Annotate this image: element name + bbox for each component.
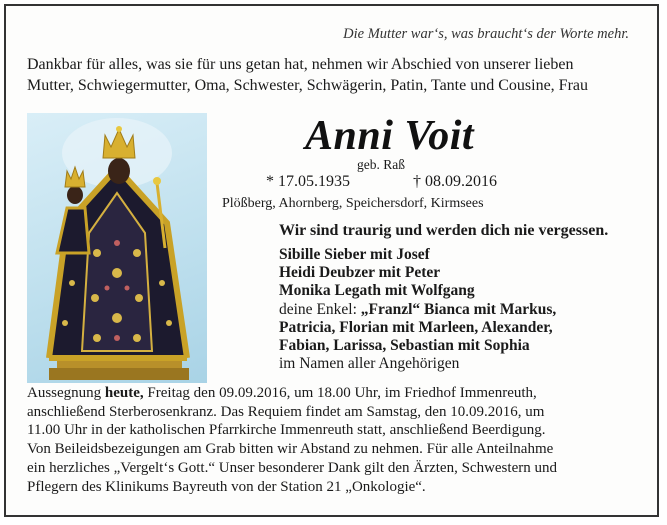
motto-quote: Die Mutter war‘s, was braucht‘s der Worte mehr.	[343, 26, 629, 42]
maiden-name: geb. Raß	[357, 157, 405, 172]
grandchildren-line	[279, 301, 556, 319]
family-closing: im Namen aller Angehörigen	[279, 355, 460, 373]
service-line: Von Beileidsbezeigungen am Grab bitten wir Abstand zu nehmen. Für alle Anteilnahme	[27, 441, 554, 458]
intro-line: Dankbar für alles, was sie für uns getan hat, nehmen wir Abschied von unserer lieben	[27, 56, 574, 73]
grandchildren-label: deine Enkel:	[279, 300, 361, 318]
service-prefix: Aussegnung	[27, 385, 105, 401]
places-of-residence: Plößberg, Ahornberg, Speichersdorf, Kirmsees	[222, 196, 484, 211]
family-member: Sibille Sieber mit Josef	[279, 246, 430, 263]
family-list	[279, 246, 556, 373]
birth-date: * 17.05.1935	[266, 173, 350, 190]
funeral-service-details	[27, 384, 647, 496]
family-member: Heidi Deubzer mit Peter	[279, 264, 441, 282]
service-line: ein herzliches „Vergelt‘s Gott.“ Unser besonderer Dank gilt den Ärzten, Schwestern und	[27, 459, 557, 476]
deceased-name: Anni Voit	[305, 113, 475, 159]
intro-line: Mutter, Schwiegermutter, Oma, Schwester, Schwägerin, Patin, Tante und Cousine, Frau	[27, 77, 588, 94]
service-line: anschließend Sterberosenkranz. Das Requiem findet am Samstag, den 10.09.2016, um	[27, 403, 545, 420]
death-date: † 08.09.2016	[413, 173, 497, 190]
intro-text	[27, 54, 637, 96]
service-today: heute,	[104, 385, 144, 401]
service-line: 11.00 Uhr in der katholischen Pfarrkirche Immenreuth statt, anschließend Beerdigung.	[27, 422, 546, 439]
grandchildren-names: Patricia, Florian mit Marleen, Alexander,	[279, 318, 553, 336]
service-line	[27, 384, 647, 403]
mourning-statement: Wir sind traurig und werden dich nie vergessen.	[279, 222, 609, 239]
service-line: Pflegern des Klinikums Bayreuth von der Station 21 „Onkologie“.	[27, 478, 426, 495]
family-member: Monika Legath mit Wolfgang	[279, 282, 475, 300]
madonna-statue-image	[27, 113, 207, 383]
grandchildren-names: „Franzl“ Bianca mit Markus,	[360, 300, 557, 318]
service-date: Freitag den 09.09.2016, um 18.00 Uhr, im Friedhof Immenreuth,	[143, 385, 537, 401]
grandchildren-names: Fabian, Larissa, Sebastian mit Sophia	[279, 337, 530, 355]
